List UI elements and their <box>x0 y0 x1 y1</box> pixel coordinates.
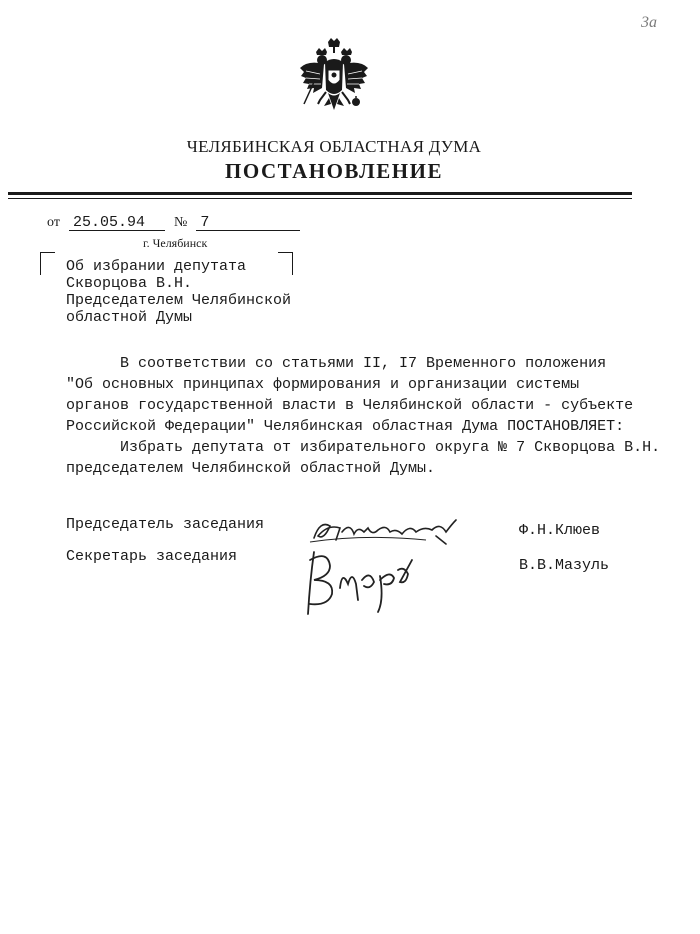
body-line: "Об основных принципах формирования и организации системы <box>66 376 580 393</box>
body-line: Избрать депутата от избирательного округа № 7 Скворцова В.Н. <box>66 439 661 456</box>
organization-name: ЧЕЛЯБИНСКАЯ ОБЛАСТНАЯ ДУМА <box>186 137 482 156</box>
body-line: председателем Челябинской областной Думы. <box>66 460 436 477</box>
body-line: Российской Федерации" Челябинская областная Дума ПОСТАНОВЛЯЕТ: <box>66 418 625 435</box>
number-label: № <box>173 215 188 230</box>
page-mark: 3а <box>641 14 657 31</box>
document-body <box>66 353 666 479</box>
secretary-title: Секретарь заседания <box>66 548 238 565</box>
number-field: 7 <box>196 216 300 231</box>
chair-title: Председатель заседания <box>66 516 265 533</box>
date-number-line <box>47 214 300 231</box>
header-divider-thick <box>8 192 632 195</box>
secretary-signature <box>300 540 430 620</box>
document-subject: Об избрании депутата Скворцова В.Н. Председателем Челябинской областной Думы <box>66 258 292 326</box>
date-label: от <box>47 215 60 230</box>
body-line: органов государственной власти в Челябинской области - субъекте <box>66 397 634 414</box>
date-field: 25.05.94 <box>69 216 165 231</box>
secretary-name: В.В.Мазуль <box>519 557 610 574</box>
document-type: ПОСТАНОВЛЕНИЕ <box>225 159 443 183</box>
city: г. Челябинск <box>143 236 208 250</box>
coat-of-arms-icon <box>298 38 370 122</box>
header-divider-thin <box>8 198 632 199</box>
subject-bracket-left <box>40 252 55 275</box>
body-line: В соответствии со статьями II, I7 Временного положения <box>66 355 607 372</box>
chair-name: Ф.Н.Клюев <box>519 522 601 539</box>
